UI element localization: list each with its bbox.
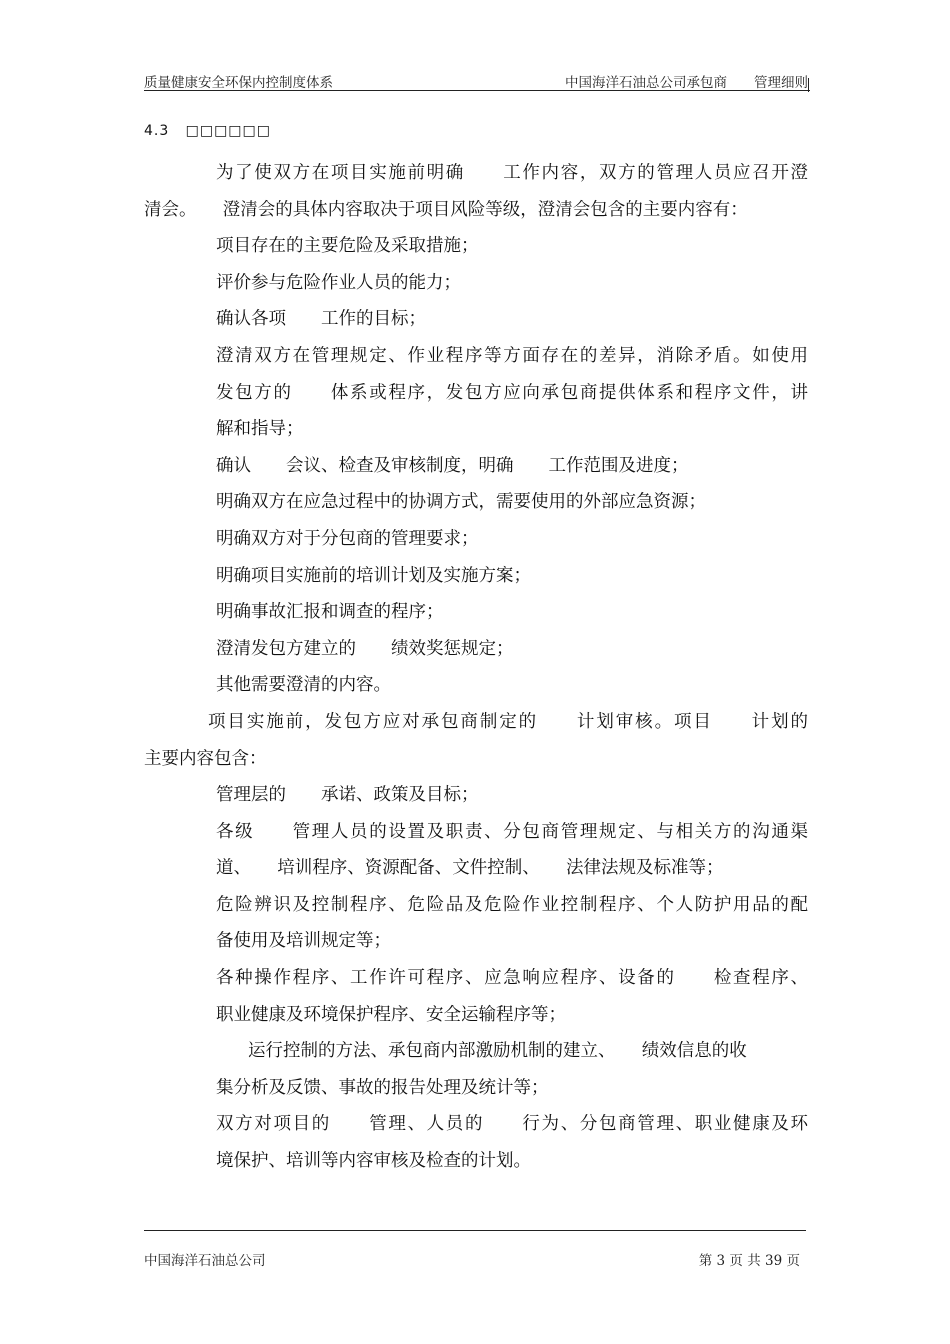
- list-item: 澄清双方在管理规定、作业程序等方面存在的差异，消除矛盾。如使用: [216, 345, 808, 366]
- list-item: 危险辨识及控制程序、危险品及危险作业控制程序、个人防护用品的配: [216, 894, 808, 915]
- list-item-continuation: 备使用及培训规定等；: [216, 931, 391, 952]
- header-divider: [144, 90, 810, 91]
- paragraph-line: 主要内容包含：: [144, 748, 267, 769]
- list-item-continuation: 道、 培训程序、资源配备、文件控制、 法律法规及标准等；: [216, 858, 724, 879]
- list-item-continuation: 职业健康及环境保护程序、安全运输程序等；: [216, 1004, 566, 1025]
- list-item: 明确项目实施前的培训计划及实施方案；: [216, 565, 531, 586]
- page-header: [144, 71, 808, 91]
- header-right-title: 中国海洋石油总公司承包商 管理细则: [565, 75, 808, 91]
- footer-company: 中国海洋石油总公司: [144, 1253, 266, 1269]
- list-item: 管理层的 承诺、政策及目标；: [216, 785, 479, 806]
- paragraph-line: 为了使双方在项目实施前明确 工作内容，双方的管理人员应召开澄: [216, 163, 808, 183]
- list-item: 各种操作程序、工作许可程序、应急响应程序、设备的 检查程序、: [216, 968, 808, 989]
- list-item: 项目存在的主要危险及采取措施；: [216, 236, 479, 257]
- list-item: 确认 会议、检查及审核制度，明确 工作范围及进度；: [216, 455, 689, 476]
- page-number: 第 3 页 共 39 页: [698, 1253, 800, 1269]
- document-body: [144, 118, 808, 1180]
- section-title: □□□□□□: [185, 123, 271, 139]
- paragraph-line: 清会。 澄清会的具体内容取决于项目风险等级，澄清会包含的主要内容有：: [144, 199, 748, 220]
- list-item-continuation: 解和指导；: [216, 419, 304, 440]
- list-item: 其他需要澄清的内容。: [216, 675, 391, 696]
- list-item-continuation: 发包方的 体系或程序，发包方应向承包商提供体系和程序文件，讲: [216, 382, 808, 403]
- list-item: 明确双方对于分包商的管理要求；: [216, 528, 479, 549]
- section-number: 4.3: [144, 123, 170, 139]
- list-item: 明确双方在应急过程中的协调方式，需要使用的外部应急资源；: [216, 492, 706, 513]
- list-item: 明确事故汇报和调查的程序；: [216, 602, 444, 623]
- list-item-continuation: 集分析及反馈、事故的报告处理及统计等；: [216, 1077, 549, 1098]
- footer-divider: [144, 1230, 806, 1231]
- header-divider-tick: [808, 78, 809, 92]
- header-left-title: 质量健康安全环保内控制度体系: [144, 75, 333, 91]
- list-item: 运行控制的方法、承包商内部激励机制的建立、 绩效信息的收: [248, 1041, 747, 1062]
- list-item: 评价参与危险作业人员的能力；: [216, 272, 461, 293]
- list-item: 双方对项目的 管理、人员的 行为、分包商管理、职业健康及环: [216, 1114, 808, 1135]
- list-item: 澄清发包方建立的 绩效奖惩规定；: [216, 638, 514, 659]
- list-item: 确认各项 工作的目标；: [216, 309, 426, 330]
- section-heading: [144, 118, 808, 144]
- list-item: 各级 管理人员的设置及职责、分包商管理规定、与相关方的沟通渠: [216, 821, 808, 842]
- paragraph-line: 项目实施前，发包方应对承包商制定的 计划审核。项目 计划的: [208, 711, 808, 732]
- list-item-continuation: 境保护、培训等内容审核及检查的计划。: [216, 1151, 531, 1172]
- page-footer: [144, 1249, 804, 1269]
